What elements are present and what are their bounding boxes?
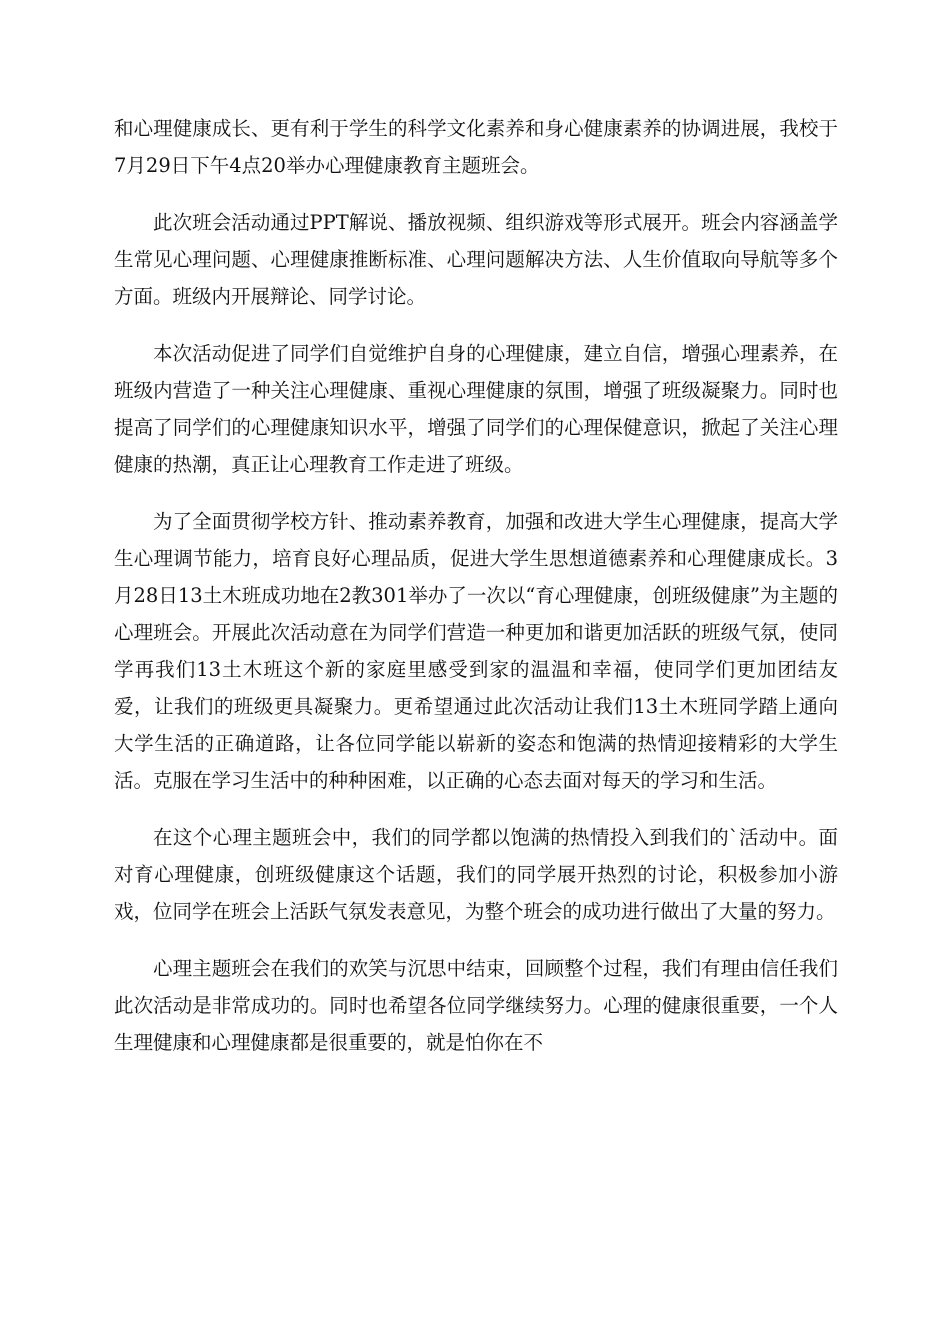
paragraph-2: 此次班会活动通过PPT解说、播放视频、组织游戏等形式展开。班会内容涵盖学生常见心理问题、心理健康推断标准、心理问题解决方法、人生价值取向导航等多个方面。班级内开展辩论、同学讨论。: [114, 211, 838, 308]
paragraph-6: 心理主题班会在我们的欢笑与沉思中结束，回顾整个过程，我们有理由信任我们此次活动是非常成功的。同时也希望各位同学继续努力。心理的健康很重要，一个人生理健康和心理健康都是很重要的，就是怕你在不: [114, 957, 838, 1054]
paragraph-3: 本次活动促进了同学们自觉维护自身的心理健康，建立自信，增强心理素养，在班级内营造了一种关注心理健康、重视心理健康的氛围，增强了班级凝聚力。同时也提高了同学们的心理健康知识水平，增强了同学们的心理保健意识，掀起了关注心理健康的热潮，真正让心理教育工作走进了班级。: [114, 342, 838, 476]
paragraph-4: 为了全面贯彻学校方针、推动素养教育，加强和改进大学生心理健康，提高大学生心理调节能力，培育良好心理品质，促进大学生思想道德素养和心理健康成长。3月28日13土木班成功地在2教301举办了一次以“育心理健康，创班级健康”为主题的心理班会。开展此次活动意在为同学们营造一种更加和谐更加活跃的班级气氛，使同学再我们13土木班这个新的家庭里感受到家的温温和幸福，使同学们更加团结友爱，让我们的班级更具凝聚力。更希望通过此次活动让我们13土木班同学踏上通向大学生活的正确道路，让各位同学能以崭新的姿态和饱满的热情迎接精彩的大学生活。克服在学习生活中的种种困难，以正确的心态去面对每天的学习和生活。: [114, 510, 838, 792]
paragraph-5: 在这个心理主题班会中，我们的同学都以饱满的热情投入到我们的`活动中。面对育心理健康，创班级健康这个话题，我们的同学展开热烈的讨论，积极参加小游戏，位同学在班会上活跃气氛发表意见，为整个班会的成功进行做出了大量的努力。: [114, 826, 838, 923]
paragraph-1: 和心理健康成长、更有利于学生的科学文化素养和身心健康素养的协调进展，我校于7月29日下午4点20举办心理健康教育主题班会。: [114, 117, 838, 177]
document-page: [114, 110, 838, 1081]
